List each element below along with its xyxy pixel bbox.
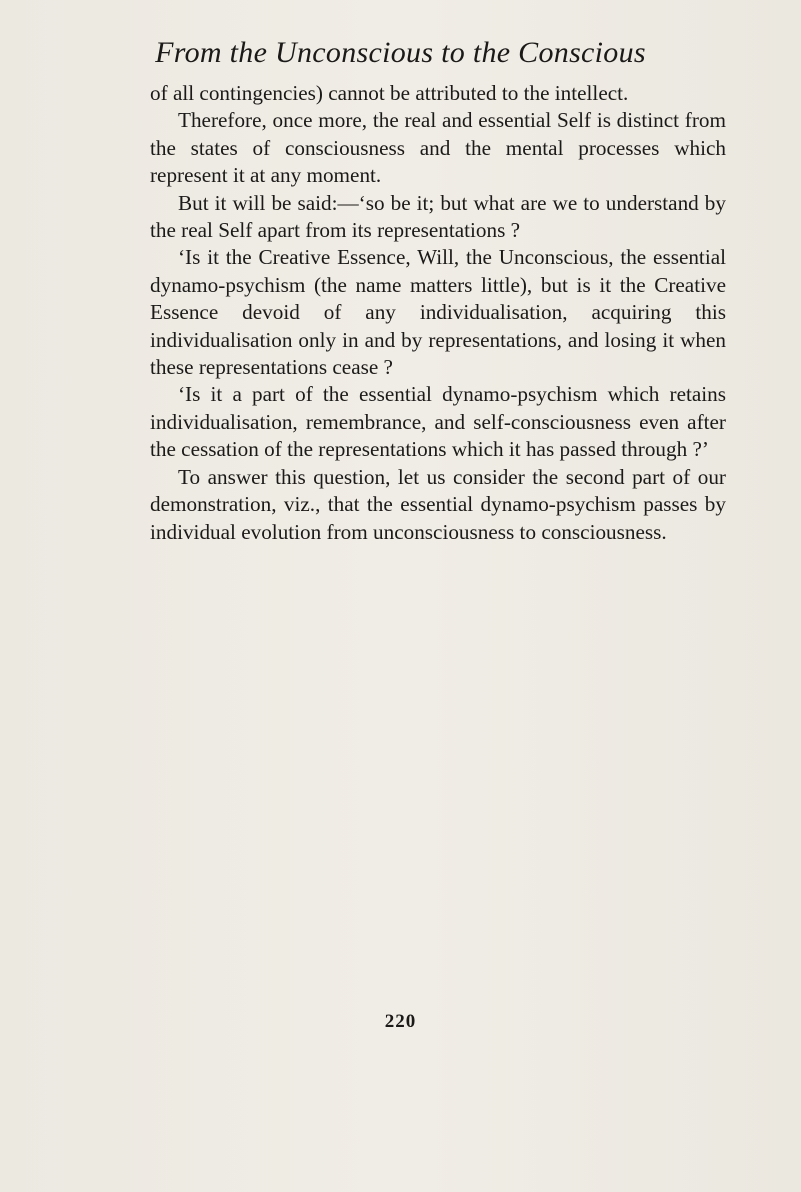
paragraph: Therefore, once more, the real and essential Self is distinct from the states of consciousness and the mental processes which represent it at any moment. <box>150 108 726 188</box>
paragraph: of all contingencies) cannot be attributed to the intellect. <box>150 81 629 105</box>
paragraph: ‘Is it the Creative Essence, Will, the Unconscious, the essential dynamo-psychism (the name matters little), but is it the Creative Essence devoid of any individualisation, acquiring this individualisation only in and by representations, and losing it when these representations cease ? <box>150 245 726 380</box>
page-number: 220 <box>384 1011 417 1032</box>
running-head: From the Unconscious to the Conscious <box>155 36 646 69</box>
paragraph: But it will be said:—‘so be it; but what are we to understand by the real Self apart from its representations ? <box>150 190 726 243</box>
paragraph: To answer this question, let us consider the second part of our demonstration, viz., that the essential dynamo-psychism passes by individual evolution from unconsciousness to consciousness. <box>150 464 726 544</box>
paragraph: ‘Is it a part of the essential dynamo-psychism which retains individualisation, remembrance, and self-consciousness even after the cessation of the representations which it has passed through ?’ <box>150 382 726 462</box>
body-text <box>150 80 726 546</box>
